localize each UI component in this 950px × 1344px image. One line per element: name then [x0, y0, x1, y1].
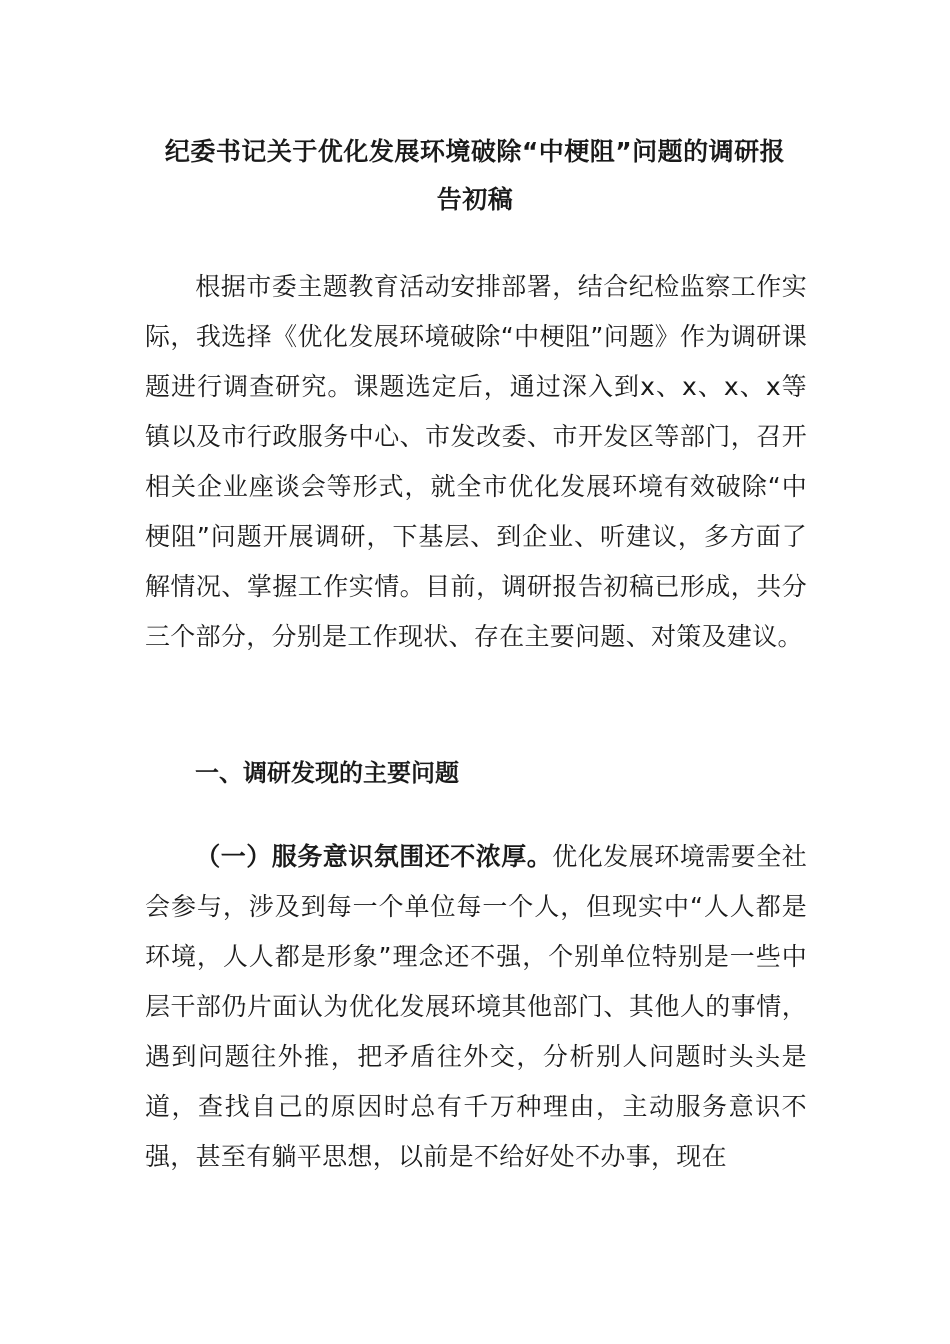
document-title [140, 128, 810, 224]
title-line-1: 纪委书记关于优化发展环境破除“中梗阻”问题的调研报 [164, 137, 786, 166]
subsection-text: 优化发展环境需要全社会参与，涉及到每一个单位每一个人，但现实中“人人都是环境，人人都是形象”理念还不强，个别单位特别是一些中层干部仍片面认为优化发展环境其他部门、其他人的事情，遇到问题往外推，把矛盾往外交，分析别人问题时头头是道，查找自己的原因时总有千万种理由，主动服务意识不强，甚至有躺平思想，以前是不给好处不办事，现在 [145, 842, 807, 1171]
subsection-paragraph [145, 832, 807, 1182]
intro-text: 根据市委主题教育活动安排部署，结合纪检监察工作实际，我选择《优化发展环境破除“中梗阻”问题》作为调研课题进行调查研究。课题选定后，通过深入到x、x、x、x等镇以及市行政服务中心、市发改委、市开发区等部门，召开相关企业座谈会等形式，就全市优化发展环境有效破除“中梗阻”问题开展调研，下基层、到企业、听建议，多方面了解情况、掌握工作实情。目前，调研报告初稿已形成，共分三个部分，分别是工作现状、存在主要问题、对策及建议。 [145, 272, 807, 651]
title-line-2: 告初稿 [436, 185, 514, 214]
subsection-label: （一）服务意识氛围还不浓厚。 [195, 842, 553, 871]
section-heading: 一、调研发现的主要问题 [195, 759, 459, 787]
intro-paragraph [145, 262, 807, 662]
